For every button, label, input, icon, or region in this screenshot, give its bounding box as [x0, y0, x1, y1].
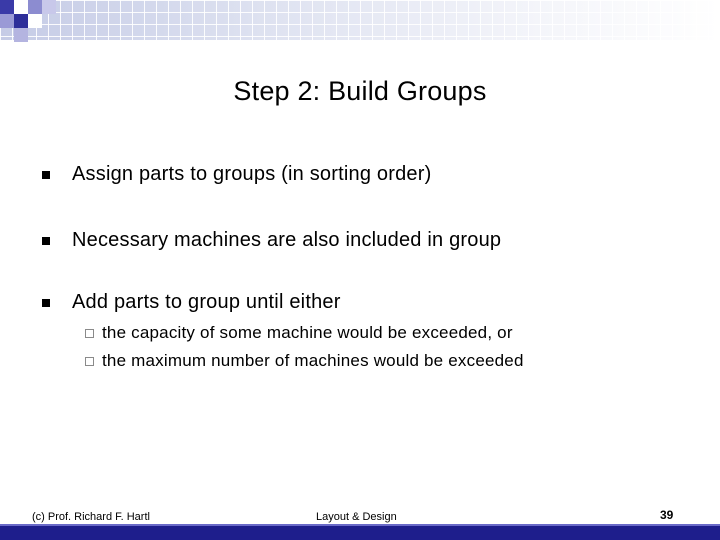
bullet-text: Necessary machines are also included in group	[72, 229, 502, 251]
bullet-text: Add parts to group until either	[72, 291, 341, 313]
bullet-item	[42, 163, 431, 186]
hollow-square-bullet-icon	[85, 357, 94, 366]
page-number: 39	[660, 508, 674, 522]
square-bullet-icon	[42, 171, 50, 179]
sub-bullet-text: the maximum number of machines would be exceeded	[102, 351, 524, 370]
footer-bar	[0, 524, 720, 540]
bullet-text: Assign parts to groups (in sorting order)	[72, 163, 432, 185]
sub-bullet-text: the capacity of some machine would be exceeded, or	[102, 323, 513, 342]
footer-author: (c) Prof. Richard F. Hartl	[32, 511, 150, 523]
bullet-item	[42, 291, 341, 314]
bullet-item	[42, 229, 501, 252]
slide-title: Step 2: Build Groups	[233, 76, 487, 106]
sub-bullet-item	[85, 351, 524, 371]
sub-bullet-item	[85, 323, 513, 343]
header-band	[0, 0, 720, 40]
footer-course: Layout & Design	[316, 511, 397, 523]
corner-decoration	[0, 0, 60, 50]
hollow-square-bullet-icon	[85, 329, 94, 338]
square-bullet-icon	[42, 299, 50, 307]
square-bullet-icon	[42, 237, 50, 245]
